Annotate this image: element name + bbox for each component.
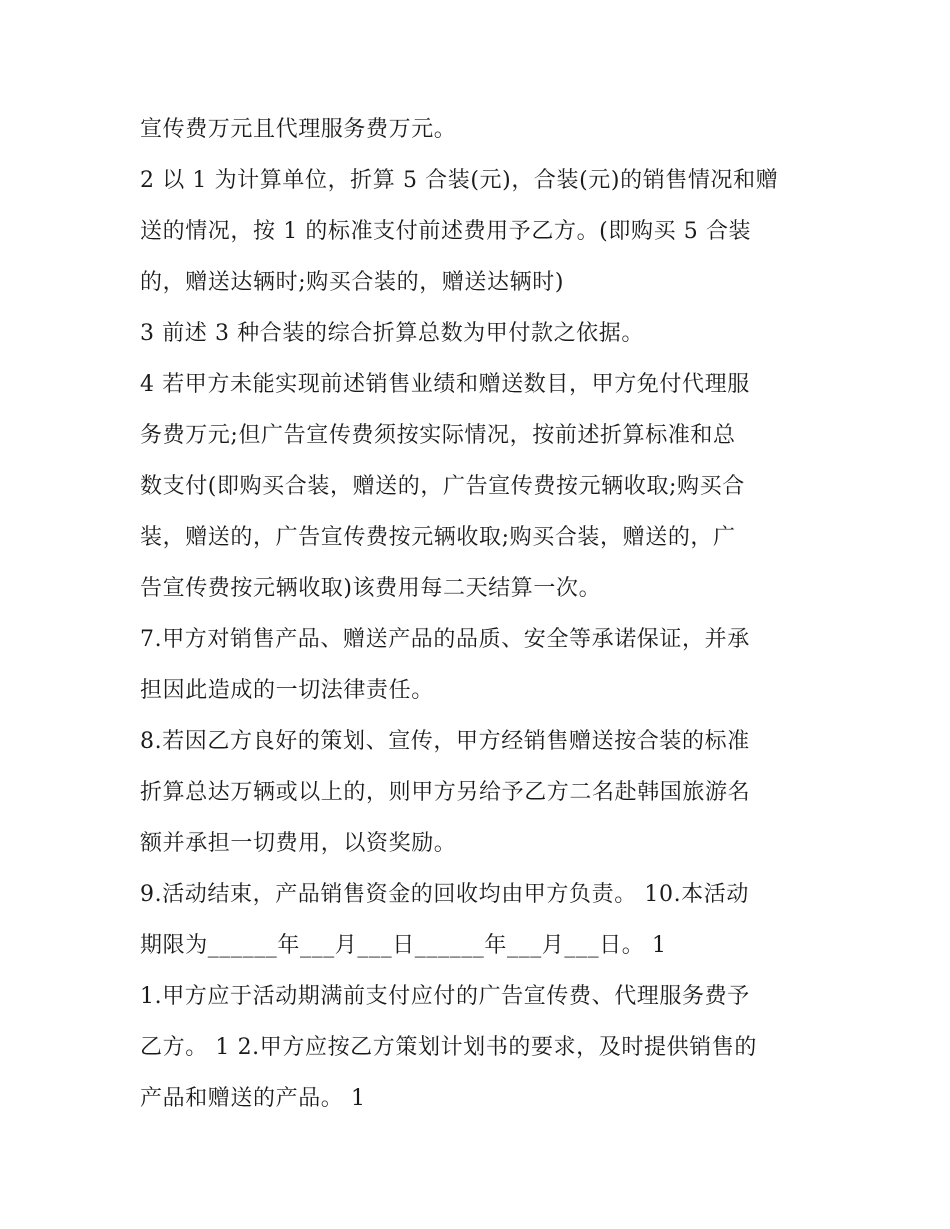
text-line-8: 数支付(即购买合装，赠送的，广告宣传费按元辆收取;购买合 xyxy=(140,474,745,499)
text-line-18: 1.甲方应于活动期满前支付应付的广告宣传费、代理服务费予 xyxy=(140,984,750,1009)
document-body xyxy=(140,110,830,1130)
text-line-12: 担因此造成的一切法律责任。 xyxy=(140,678,434,703)
text-line-13: 8.若因乙方良好的策划、宣传，甲方经销售赠送按合装的标准 xyxy=(140,729,750,754)
text-line-3: 送的情况，按 1 的标准支付前述费用予乙方。(即购买 5 合装 xyxy=(140,219,752,244)
text-line-1: 宣传费万元且代理服务费万元。 xyxy=(140,117,457,142)
text-line-11: 7.甲方对销售产品、赠送产品的品质、安全等承诺保证，并承 xyxy=(140,627,750,652)
text-line-15: 额并承担一切费用，以资奖励。 xyxy=(140,831,457,856)
text-line-6: 4 若甲方未能实现前述销售业绩和赠送数目，甲方免付代理服 xyxy=(140,372,750,397)
text-line-19: 乙方。 1 2.甲方应按乙方策划计划书的要求，及时提供销售的 xyxy=(140,1035,757,1060)
text-line-5: 3 前述 3 种合装的综合折算总数为甲付款之依据。 xyxy=(140,321,644,346)
text-line-14: 折算总达万辆或以上的，则甲方另给予乙方二名赴韩国旅游名 xyxy=(140,780,751,805)
text-line-4: 的，赠送达辆时;购买合装的，赠送达辆时) xyxy=(140,270,564,295)
text-line-2: 2 以 1 为计算单位，折算 5 合装(元)，合装(元)的销售情况和赠 xyxy=(140,168,779,193)
text-line-7: 务费万元;但广告宣传费须按实际情况，按前述折算标准和总 xyxy=(140,423,736,448)
text-line-10: 告宣传费按元辆收取)该费用每二天结算一次。 xyxy=(140,576,602,601)
text-line-9: 装，赠送的，广告宣传费按元辆收取;购买合装，赠送的，广 xyxy=(140,525,736,550)
text-line-20: 产品和赠送的产品。 1 xyxy=(140,1086,366,1111)
text-line-16: 9.活动结束，产品销售资金的回收均由甲方负责。 10.本活动 xyxy=(140,882,749,907)
text-line-17: 期限为______年___月___日______年___月___日。 1 xyxy=(140,933,667,958)
